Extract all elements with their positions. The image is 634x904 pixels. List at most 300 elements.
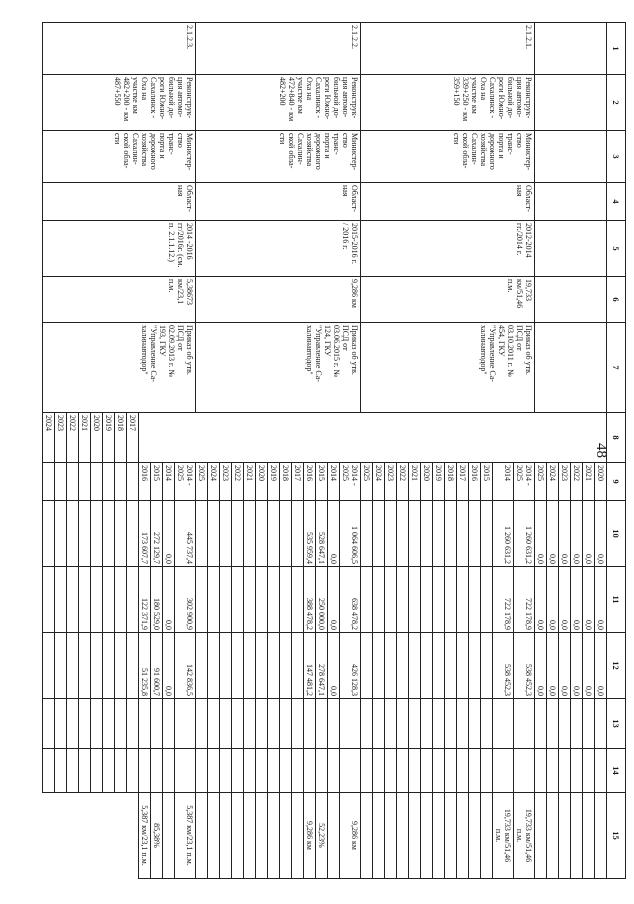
regional-cell-text: 91 600,7 — [152, 668, 161, 696]
document-sheet — [44, 22, 626, 878]
empty-cell-14 — [361, 749, 373, 793]
empty-cell-13 — [91, 633, 103, 699]
year-cell-text: 2014 — [329, 465, 338, 481]
ownership-form-text: Област- ная — [341, 185, 359, 212]
federal-cell — [481, 567, 493, 633]
federal-cell — [208, 567, 220, 633]
rotated-table-viewport — [44, 22, 626, 878]
federal-cell-text: 0,0 — [560, 620, 569, 630]
empty-cell-13 — [103, 633, 115, 699]
column-number — [607, 793, 626, 879]
year-cell — [469, 463, 481, 501]
total-cell — [340, 501, 361, 567]
year-cell-text: 2016 — [305, 465, 314, 481]
federal-cell — [328, 567, 340, 633]
regional-cell-text: 538 452,3 — [524, 664, 533, 696]
regional-cell — [304, 633, 316, 699]
year-cell — [535, 463, 547, 501]
year-cell-text: 2019 — [104, 415, 113, 431]
year-cell-text: 2025 — [536, 465, 545, 481]
result-cell — [409, 793, 421, 879]
continuation-cell — [535, 131, 607, 183]
result-cell — [583, 793, 595, 879]
total-cell-text: 528 647,1 — [317, 532, 326, 564]
capacity — [196, 277, 361, 323]
regional-cell — [220, 633, 232, 699]
total-cell — [196, 501, 208, 567]
regional-cell-text: 0,0 — [164, 686, 173, 696]
result-cell — [232, 793, 244, 879]
empty-cell-13 — [469, 699, 481, 749]
federal-cell — [268, 567, 280, 633]
federal-cell — [559, 567, 571, 633]
total-cell — [175, 501, 196, 567]
total-cell — [280, 501, 292, 567]
empty-cell-13 — [151, 699, 163, 749]
customer-name-text: Министер- ство транс- порта и дорожного хозяйства Сахалин- ской обла- сти — [278, 133, 359, 171]
regional-cell-text: 0,0 — [560, 686, 569, 696]
result-cell — [196, 793, 208, 879]
empty-cell-13 — [583, 699, 595, 749]
result-cell-text: 9,286 км — [350, 821, 359, 850]
year-cell-text: 2014 - 2025 — [341, 465, 359, 486]
ownership-form — [43, 183, 196, 221]
total-cell — [67, 463, 79, 501]
record-id — [196, 23, 361, 75]
column-number-text: 2 — [611, 100, 622, 105]
total-cell-text: 1 260 631,2 — [524, 526, 533, 564]
year-cell — [409, 463, 421, 501]
regional-cell-text: 51 235,8 — [140, 668, 149, 696]
federal-cell-text: 0,0 — [572, 620, 581, 630]
year-cell — [481, 463, 493, 501]
empty-cell-14 — [220, 749, 232, 793]
regional-cell — [256, 633, 268, 699]
regional-cell — [559, 633, 571, 699]
federal-cell — [79, 501, 91, 567]
year-cell-text: 2015 — [152, 465, 161, 481]
empty-cell-14 — [514, 749, 535, 793]
result-cell — [151, 793, 163, 879]
year-cell-text: 2020 — [257, 465, 266, 481]
total-cell — [139, 501, 151, 567]
empty-cell-13 — [595, 699, 607, 749]
empty-cell-14 — [280, 749, 292, 793]
total-cell-text: 0,0 — [560, 554, 569, 564]
year-cell-text: 2022 — [572, 465, 581, 481]
year-cell — [547, 463, 559, 501]
empty-cell-13 — [481, 699, 493, 749]
year-cell — [292, 463, 304, 501]
federal-cell-text: 722 178,9 — [503, 598, 512, 630]
federal-cell-text: 638 478,2 — [350, 598, 359, 630]
year-cell-text: 2019 — [269, 465, 278, 481]
total-cell — [469, 501, 481, 567]
year-cell-text: 2024 — [209, 465, 218, 481]
year-cell — [328, 463, 340, 501]
result-cell — [397, 793, 409, 879]
total-cell — [445, 501, 457, 567]
empty-cell-14 — [43, 699, 55, 749]
empty-cell-13 — [280, 699, 292, 749]
regional-cell-text: 0,0 — [548, 686, 557, 696]
federal-cell-text: 180 529,0 — [152, 598, 161, 630]
regional-cell — [340, 633, 361, 699]
year-cell — [304, 463, 316, 501]
empty-cell-13 — [397, 699, 409, 749]
record-id-text: 2.1.2.2. — [350, 25, 359, 49]
total-cell — [481, 501, 493, 567]
empty-cell-13 — [409, 699, 421, 749]
continuation-cell — [535, 75, 607, 131]
total-cell-text: 0,0 — [584, 554, 593, 564]
total-cell-text: 0,0 — [164, 554, 173, 564]
year-cell — [361, 463, 373, 501]
column-number-text: 11 — [611, 595, 622, 604]
empty-cell-13 — [493, 699, 514, 749]
total-cell — [43, 463, 55, 501]
total-cell — [151, 501, 163, 567]
year-cell — [280, 463, 292, 501]
regional-cell-text: 142 836,5 — [185, 664, 194, 696]
federal-cell-text: 0,0 — [596, 620, 605, 630]
federal-cell — [421, 567, 433, 633]
object-name-text: Реконструк- ция автомо- бильной до- роги Южно- Сахалинск - Оха на участке км 482+200 - км 487+550 — [113, 77, 194, 122]
total-cell — [232, 501, 244, 567]
record-id-text: 2.1.2.1. — [524, 25, 533, 49]
year-cell-text: 2016 — [140, 465, 149, 481]
federal-cell-text: 0,0 — [584, 620, 593, 630]
customer-name-text: Министер- ство транс- порта и дорожного хозяйства Сахалин- ской обла- сти — [452, 133, 533, 171]
year-cell — [595, 463, 607, 501]
total-cell-text: 1 260 631,2 — [503, 526, 512, 564]
column-number-text: 5 — [611, 246, 622, 251]
year-cell-text: 2014 - 2025 — [515, 465, 533, 486]
ownership-form — [361, 183, 535, 221]
regional-cell — [232, 633, 244, 699]
year-cell-text: 2021 — [410, 465, 419, 481]
federal-cell — [67, 501, 79, 567]
empty-cell-13 — [196, 699, 208, 749]
regional-cell — [55, 567, 67, 633]
result-cell — [91, 749, 103, 793]
result-cell — [292, 793, 304, 879]
column-number-text: 10 — [611, 529, 622, 538]
result-cell — [103, 749, 115, 793]
year-cell-text: 2015 — [482, 465, 491, 481]
regional-cell — [457, 633, 469, 699]
year-cell-text: 2025 — [362, 465, 371, 481]
regional-cell — [469, 633, 481, 699]
result-cell — [79, 749, 91, 793]
construction-period-text: 2012-2014 гг./2014 г. — [515, 223, 533, 258]
total-cell-text: 1 064 606,5 — [350, 526, 359, 564]
year-cell-text: 2018 — [116, 415, 125, 431]
year-cell-text: 2018 — [281, 465, 290, 481]
total-cell — [268, 501, 280, 567]
year-cell — [43, 413, 55, 463]
construction-period-text: 2014 -2016 гг/2016г. (см. п. 2.1.1.12.) — [167, 223, 194, 268]
empty-cell-14 — [340, 749, 361, 793]
regional-cell — [244, 633, 256, 699]
regional-cell-text: 0,0 — [572, 686, 581, 696]
empty-cell-14 — [196, 749, 208, 793]
continuation-cell-8 — [139, 413, 607, 463]
federal-cell — [547, 567, 559, 633]
construction-period — [361, 221, 535, 277]
federal-cell — [385, 567, 397, 633]
empty-cell-14 — [304, 749, 316, 793]
total-cell — [55, 463, 67, 501]
year-cell-text: 2015 — [317, 465, 326, 481]
empty-cell-14 — [385, 749, 397, 793]
regional-cell-text: 0,0 — [536, 686, 545, 696]
year-cell-text: 2017 — [293, 465, 302, 481]
total-cell — [79, 463, 91, 501]
empty-cell-13 — [43, 633, 55, 699]
total-cell — [127, 463, 139, 501]
total-cell-text: 0,0 — [596, 554, 605, 564]
year-cell-text: 2023 — [56, 415, 65, 431]
year-cell — [397, 463, 409, 501]
year-cell-text: 2014 — [503, 465, 512, 481]
empty-cell-13 — [571, 699, 583, 749]
empty-cell-14 — [595, 749, 607, 793]
federal-cell-text: 0,0 — [548, 620, 557, 630]
regional-cell — [151, 633, 163, 699]
column-number-text: 9 — [611, 479, 622, 484]
total-cell — [244, 501, 256, 567]
empty-cell-13 — [220, 699, 232, 749]
year-cell — [340, 463, 361, 501]
regional-cell — [175, 633, 196, 699]
year-cell-text: 2020 — [422, 465, 431, 481]
federal-cell-text: 722 178,9 — [524, 598, 533, 630]
federal-cell — [583, 567, 595, 633]
empty-cell-14 — [151, 749, 163, 793]
regional-cell — [67, 567, 79, 633]
total-cell — [91, 463, 103, 501]
federal-cell — [43, 501, 55, 567]
result-cell — [67, 749, 79, 793]
empty-cell-13 — [115, 633, 127, 699]
year-cell — [115, 413, 127, 463]
regional-cell — [493, 633, 514, 699]
year-cell — [244, 463, 256, 501]
federal-cell — [127, 501, 139, 567]
regional-cell — [571, 633, 583, 699]
result-cell-text: 19,733 км/51,46 п.м. — [494, 808, 512, 863]
empty-cell-14 — [457, 749, 469, 793]
construction-period — [43, 221, 196, 277]
regional-cell — [292, 633, 304, 699]
regional-cell — [268, 633, 280, 699]
result-cell — [385, 793, 397, 879]
result-cell-text: 5,387 км/23,1 п.м. — [185, 805, 194, 866]
federal-cell — [340, 567, 361, 633]
empty-cell-14 — [139, 749, 151, 793]
result-cell — [547, 793, 559, 879]
result-cell-text: 5,387 км/23,1 п.м. — [140, 805, 149, 866]
total-cell-text: 445 737,4 — [185, 532, 194, 564]
total-cell — [316, 501, 328, 567]
year-cell — [55, 413, 67, 463]
year-cell — [79, 413, 91, 463]
column-number — [607, 463, 626, 501]
customer-name — [196, 131, 361, 183]
empty-cell-13 — [316, 699, 328, 749]
federal-cell — [91, 501, 103, 567]
page-number: 48 — [593, 443, 609, 458]
regional-cell-text: 0,0 — [329, 686, 338, 696]
record-id — [361, 23, 535, 75]
year-cell — [316, 463, 328, 501]
federal-cell — [232, 567, 244, 633]
column-number — [607, 501, 626, 567]
year-cell — [196, 463, 208, 501]
year-cell-text: 2022 — [233, 465, 242, 481]
result-cell — [559, 793, 571, 879]
federal-cell-text: 122 371,9 — [140, 598, 149, 630]
column-number — [607, 567, 626, 633]
empty-cell-13 — [361, 699, 373, 749]
federal-cell — [397, 567, 409, 633]
empty-cell-13 — [373, 699, 385, 749]
empty-cell-14 — [208, 749, 220, 793]
total-cell — [115, 463, 127, 501]
empty-cell-14 — [79, 699, 91, 749]
total-cell — [103, 463, 115, 501]
customer-name-text: Министер- ство транс- порта и дорожного хозяйства Сахалин- ской обла- сти — [113, 133, 194, 171]
year-cell — [445, 463, 457, 501]
empty-cell-13 — [256, 699, 268, 749]
empty-cell-13 — [385, 699, 397, 749]
continuation-row — [595, 23, 607, 879]
empty-cell-14 — [163, 749, 175, 793]
empty-cell-13 — [547, 699, 559, 749]
regional-cell — [481, 633, 493, 699]
federal-cell — [409, 567, 421, 633]
year-cell — [583, 463, 595, 501]
column-number — [607, 749, 626, 793]
total-cell — [547, 501, 559, 567]
federal-cell — [469, 567, 481, 633]
continuation-cell — [535, 23, 607, 75]
total-cell — [559, 501, 571, 567]
year-cell-text: 2018 — [446, 465, 455, 481]
continuation-cell — [535, 277, 607, 323]
result-cell — [268, 793, 280, 879]
result-cell — [457, 793, 469, 879]
regional-cell — [547, 633, 559, 699]
federal-cell — [139, 567, 151, 633]
empty-cell-14 — [547, 749, 559, 793]
empty-cell-14 — [493, 749, 514, 793]
regional-cell — [595, 633, 607, 699]
total-cell — [409, 501, 421, 567]
regional-cell-text: 278 647,1 — [317, 664, 326, 696]
regional-cell — [196, 633, 208, 699]
empty-cell-13 — [55, 633, 67, 699]
total-cell-text: 0,0 — [536, 554, 545, 564]
regional-cell-text: 0,0 — [584, 686, 593, 696]
column-number — [607, 221, 626, 277]
year-cell-text: 2022 — [68, 415, 77, 431]
empty-cell-13 — [433, 699, 445, 749]
year-cell-text: 2025 — [197, 465, 206, 481]
result-cell — [175, 793, 196, 879]
federal-cell-text: 0,0 — [536, 620, 545, 630]
result-cell — [514, 793, 535, 879]
federal-cell — [571, 567, 583, 633]
object-name — [196, 75, 361, 131]
year-cell — [571, 463, 583, 501]
regional-cell — [91, 567, 103, 633]
result-cell — [493, 793, 514, 879]
federal-cell — [103, 501, 115, 567]
regional-cell — [514, 633, 535, 699]
year-cell — [256, 463, 268, 501]
continuation-cell — [535, 183, 607, 221]
continuation-cell — [535, 323, 607, 413]
ownership-form-text: Област- ная — [176, 185, 194, 212]
federal-cell — [163, 567, 175, 633]
column-number-text: 14 — [611, 766, 622, 775]
empty-cell-14 — [316, 749, 328, 793]
regional-cell — [535, 633, 547, 699]
federal-cell-text: 388 478,2 — [305, 598, 314, 630]
result-cell — [220, 793, 232, 879]
result-cell — [571, 793, 583, 879]
result-cell — [373, 793, 385, 879]
result-cell — [340, 793, 361, 879]
year-cell-text: 2020 — [92, 415, 101, 431]
year-cell — [208, 463, 220, 501]
column-number — [607, 183, 626, 221]
result-cell — [595, 793, 607, 879]
empty-cell-14 — [535, 749, 547, 793]
result-cell — [481, 793, 493, 879]
ownership-form — [196, 183, 361, 221]
object-name — [43, 75, 196, 131]
result-cell-text: 52,23% — [317, 823, 326, 848]
empty-cell-14 — [559, 749, 571, 793]
regional-cell — [127, 567, 139, 633]
record-id — [43, 23, 196, 75]
basis-document-text: Приказ об утв. ПСД от 03.10.2011 г. № 454, ГКУ "Управление Са- халинавтодор" — [479, 325, 533, 382]
year-cell-text: 2024 — [548, 465, 557, 481]
result-cell — [280, 793, 292, 879]
year-cell — [232, 463, 244, 501]
empty-cell-14 — [292, 749, 304, 793]
column-number-row — [607, 23, 626, 879]
federal-cell — [493, 567, 514, 633]
empty-cell-14 — [433, 749, 445, 793]
empty-cell-14 — [127, 699, 139, 749]
empty-cell-13 — [232, 699, 244, 749]
empty-cell-13 — [292, 699, 304, 749]
column-number-text: 8 — [611, 435, 622, 440]
result-cell — [304, 793, 316, 879]
empty-cell-13 — [139, 699, 151, 749]
total-cell — [397, 501, 409, 567]
result-cell — [115, 749, 127, 793]
total-cell — [583, 501, 595, 567]
column-number — [607, 699, 626, 749]
empty-cell-13 — [208, 699, 220, 749]
result-cell — [361, 793, 373, 879]
federal-cell — [244, 567, 256, 633]
